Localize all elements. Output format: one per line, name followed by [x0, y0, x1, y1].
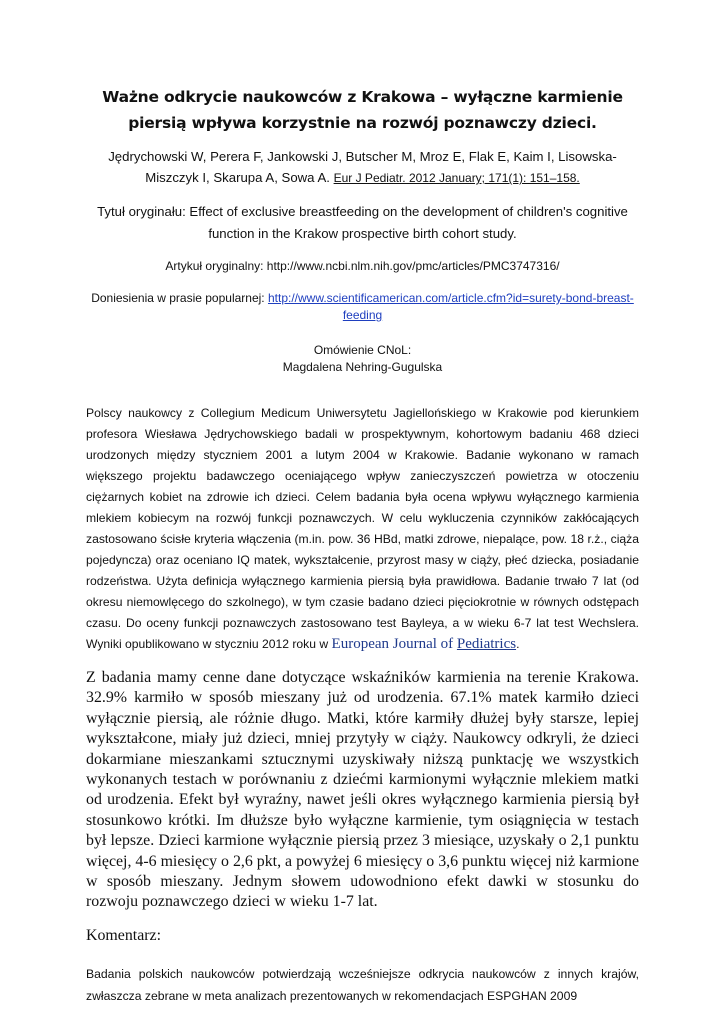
citation-link[interactable]: Eur J Pediatr. 2012 January; 171(1): 151–158. — [333, 171, 580, 185]
original-article-line: Artykuł oryginalny: http://www.ncbi.nlm.nih.gov/pmc/articles/PMC3747316/ — [165, 259, 560, 273]
original-title: Tytuł oryginału: Effect of exclusive breastfeeding on the development of children's cognitive function in the Krakow prospective birth cohort study. — [97, 204, 628, 241]
authors: Jędrychowski W, Perera F, Jankowski J, Butscher M, Mroz E, Flak E, Kaim I, Lisowska-Miszczyk I, Skarupa A, Sowa A. — [108, 149, 617, 185]
journal-prefix: European Journal of — [331, 636, 457, 652]
press-line — [86, 290, 639, 324]
review-author: Magdalena Nehring-Gugulska — [282, 360, 443, 374]
press-label: Doniesienia w prasie popularnej: — [91, 291, 265, 305]
comment-heading: Komentarz: — [86, 926, 162, 944]
journal-link[interactable]: Pediatrics — [456, 636, 517, 652]
article-title: Ważne odkrycie naukowców z Krakowa – wyłączne karmienie piersią wpływa korzystnie na rozwój poznawczy dzieci. — [102, 88, 623, 132]
press-link[interactable]: http://www.scientificamerican.com/article.cfm?id=surety-bond-breast-feeding — [267, 291, 634, 322]
summary-paragraph: Polscy naukowcy z Collegium Medicum Uniwersytetu Jagiellońskiego w Krakowie pod kierunkiem profesora Wiesława Jędrychowskiego badali w prospektywnym, kohortowym badaniu 468 dzieci urodzonych między styczniem 2001 a lutym 2004 w Krakowie. Badanie wykonano w ramach większego projektu badawczego oceniającego wpływ zanieczyszczeń powietrza w otoczeniu ciężarnych kobiet na zdrowie ich dzieci. Celem badania była ocena wpływu wyłącznego karmienia mlekiem kobiecym na rozwój funkcji poznawczych. W celu wykluczenia czynników zakłócających zastosowano ścisłe kryteria włączenia (m.in. pow. 36 HBd, matki zdrowe, niepalące, pow. 18 r.ż., ciąża pojedyncza) oraz oceniano IQ matek, wykształcenie, przyrost masy w ciąży, płeć dziecka, posiadanie rodzeństwa. Użyta definicja wyłącznego karmienia piersią była prawidłowa. Badanie trwało 7 lat (od okresu niemowlęcego do szkolnego), w tym czasie badano dzieci pięciokrotnie w równych odstępach czasu. Do oceny funkcji poznawczych zastosowano test Bayleya, a w wieku 6-7 lat test Wechslera. Wyniki opublikowano w styczniu 2012 roku w European Journal of Pediatrics. — [86, 406, 639, 652]
summary-text: Polscy naukowcy z Collegium Medicum Uniwersytetu Jagiellońskiego w Krakowie pod kierunkiem profesora Wiesława Jędrychowskiego badali w prospektywnym, kohortowym badaniu 468 dzieci urodzonych między styczniem 2001 a lutym 2004 w Krakowie. Badanie wykonano w ramach większego projektu badawczego oceniającego wpływ zanieczyszczeń powietrza w otoczeniu ciężarnych kobiet na zdrowie ich dzieci. Celem badania była ocena wpływu wyłącznego karmienia mlekiem kobiecym na rozwój funkcji poznawczych. W celu wykluczenia czynników zakłócających zastosowano ścisłe kryteria włączenia (m.in. pow. 36 HBd, matki zdrowe, niepalące, pow. 18 r.ż., ciąża pojedyncza) oraz oceniano IQ matek, wykształcenie, przyrost masy w ciąży, płeć dziecka, posiadanie rodzeństwa. Użyta definicja wyłącznego karmienia piersią była prawidłowa. Badanie trwało 7 lat (od okresu niemowlęcego do szkolnego), w tym czasie badano dzieci pięciokrotnie w równych odstępach czasu. Do oceny funkcji poznawczych zastosowano test Bayleya, a w wieku 6-7 lat test Wechslera. Wyniki opublikowano w styczniu 2012 roku w — [86, 406, 639, 651]
review-credit — [86, 342, 639, 376]
comment-paragraph: Badania polskich naukowców potwierdzają wcześniejsze odkrycia naukowców z innych krajów, zwłaszcza zebrane w meta analizach prezentowanych w rekomendacjach ESPGHAN 2009 — [86, 966, 639, 1003]
authors-line — [86, 146, 639, 189]
journal-name[interactable] — [332, 636, 517, 652]
review-label: Omówienie CNoL: — [313, 343, 412, 357]
findings-paragraph: Z badania mamy cenne dane dotyczące wskaźników karmienia na terenie Krakowa. 32.9% karmiło w sposób mieszany już od urodzenia. 67.1% matek karmiło dzieci wyłącznie piersią, ale różnie długo. Matki, które karmiły dłużej były starsze, lepiej wykształcone, miały już dzieci, mniej przytyły w ciąży. Naukowcy odkryli, że dzieci dokarmiane mieszankami sztucznymi uzyskiwały niższą punktację we wszystkich wykonanych testach w porównaniu z dziećmi karmionymi wyłącznie mlekiem matki od urodzenia. Efekt był wyraźny, nawet jeśli okres wyłącznego karmienia piersią był stosunkowo krótki. Im dłuższe było wyłączne karmienie, tym osiągnięcia w testach był lepsze. Dzieci karmione wyłącznie piersią przez 3 miesiące, uzyskały o 2,1 punktu więcej, 4-6 miesięcy o 2,6 pkt, a powyżej 6 miesięcy o 3,6 punktu więcej niż karmione w sposób mieszany. Jednym słowem udowodniono efekt dawki w stosunku do rozwoju poznawczego dzieci w wieku 1-7 lat. — [86, 669, 639, 911]
